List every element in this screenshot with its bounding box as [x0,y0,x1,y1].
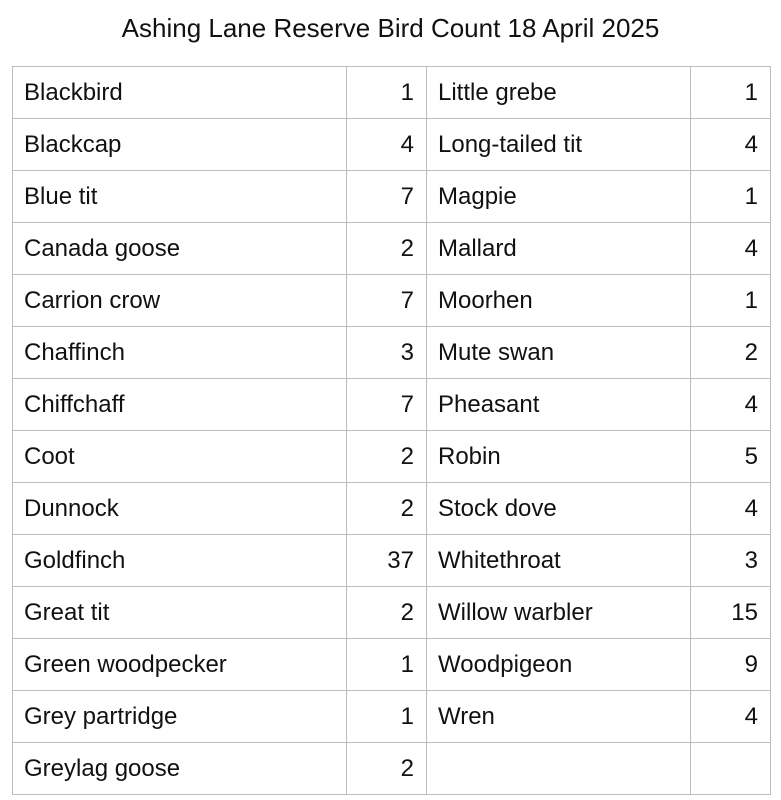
table-row [13,743,771,795]
table-row [13,483,771,535]
species-cell: Chaffinch [13,327,347,379]
count-cell: 4 [691,379,771,431]
count-cell: 2 [347,483,427,535]
species-cell: Greylag goose [13,743,347,795]
species-cell: Willow warbler [427,587,691,639]
species-cell: Grey partridge [13,691,347,743]
table-row [13,535,771,587]
count-cell: 4 [691,119,771,171]
table-row [13,587,771,639]
count-cell: 7 [347,171,427,223]
table-row [13,67,771,119]
species-cell: Wren [427,691,691,743]
species-cell: Goldfinch [13,535,347,587]
species-cell: Blackcap [13,119,347,171]
table-row [13,119,771,171]
count-cell: 2 [691,327,771,379]
count-cell: 1 [347,67,427,119]
species-cell: Magpie [427,171,691,223]
table-row [13,327,771,379]
count-cell: 37 [347,535,427,587]
species-cell: Great tit [13,587,347,639]
table-row [13,691,771,743]
table-row [13,639,771,691]
species-cell: Mallard [427,223,691,275]
count-cell: 2 [347,587,427,639]
count-cell: 4 [691,223,771,275]
species-cell: Dunnock [13,483,347,535]
count-cell: 1 [347,639,427,691]
species-cell: Stock dove [427,483,691,535]
species-cell: Coot [13,431,347,483]
page-title: Ashing Lane Reserve Bird Count 18 April 2025 [121,13,660,43]
count-cell: 4 [691,691,771,743]
count-cell: 2 [347,743,427,795]
species-cell: Long-tailed tit [427,119,691,171]
species-cell: Canada goose [13,223,347,275]
table-row [13,379,771,431]
count-cell: 2 [347,431,427,483]
bird-count-table [12,66,771,795]
count-cell: 1 [347,691,427,743]
table-row [13,223,771,275]
empty-species-cell [427,743,691,795]
count-cell: 2 [347,223,427,275]
count-cell: 7 [347,275,427,327]
table-row [13,431,771,483]
count-cell: 9 [691,639,771,691]
count-cell: 5 [691,431,771,483]
table-row [13,275,771,327]
count-cell: 15 [691,587,771,639]
species-cell: Carrion crow [13,275,347,327]
count-cell: 1 [691,67,771,119]
species-cell: Green woodpecker [13,639,347,691]
count-cell: 7 [347,379,427,431]
species-cell: Mute swan [427,327,691,379]
count-cell: 1 [691,171,771,223]
count-cell: 3 [691,535,771,587]
species-cell: Woodpigeon [427,639,691,691]
species-cell: Moorhen [427,275,691,327]
species-cell: Chiffchaff [13,379,347,431]
species-cell: Blue tit [13,171,347,223]
empty-count-cell [691,743,771,795]
count-cell: 4 [691,483,771,535]
table-row [13,171,771,223]
count-cell: 1 [691,275,771,327]
count-cell: 4 [347,119,427,171]
species-cell: Little grebe [427,67,691,119]
species-cell: Robin [427,431,691,483]
species-cell: Pheasant [427,379,691,431]
species-cell: Blackbird [13,67,347,119]
count-cell: 3 [347,327,427,379]
species-cell: Whitethroat [427,535,691,587]
